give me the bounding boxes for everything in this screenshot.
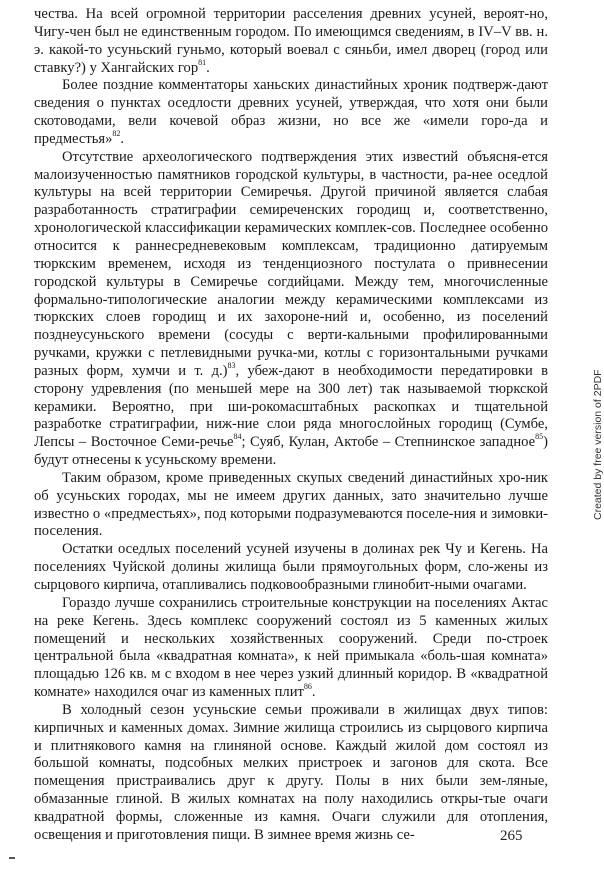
- text-run: Гораздо лучше сохранились строительные конструкции на поселениях Актас на реке Кегень. Здесь комплекс сооружений состоял из 5 каменных жилых помещений и нескольких хозяйственных сооружений. Среди по-строек центральной была «квадратная комната», к ней примыкала «боль-шая комната» площадью 126 кв. м с входом в нее через узкий длинный коридор. В «квадратной комнате» находился очаг из каменных плит: [34, 594, 548, 701]
- text-run: Более поздние комментаторы ханьских династийных хроник подтверж-дают сведения о пунктах оседлости древних усуней, утверждая, что хотя они были скотоводами, вели кочевой образ жизни, но все же «имели горо-да и предместья»: [34, 77, 548, 147]
- paragraph: [34, 595, 548, 702]
- text-run: , убеж-дают в необходимости передатировки в сторону удревления (по меньшей мере на 300 лет) так называемой тюркской керамики. Вероятно, при ши-рокомасштабных раскопках и тщательной разработке стратиграфии, ниж-ние слои ряда многослойных городищ (Сумбе, Лепсы – Восточное Семи-речье: [34, 362, 548, 451]
- footnote-ref: 85: [535, 432, 544, 442]
- text-run: .: [120, 130, 125, 147]
- page-number: 265: [500, 828, 523, 844]
- scan-mark: [9, 857, 15, 859]
- paragraph: [34, 541, 548, 595]
- paragraph: [34, 149, 548, 470]
- paragraph: [34, 6, 548, 77]
- text-run: .: [311, 684, 316, 701]
- text-run: ; Суяб, Кулан, Актобе – Степнинское западное: [241, 434, 536, 451]
- footnote-ref: 86: [303, 682, 312, 692]
- text-run: Отсутствие археологического подтверждения этих известий объясня-ется малоизученностью памятников городской культуры, в частности, ра-нее оседлой культуры на всей территории Семиречья. Другой причиной является слабая разработанность стратиграфии семиреченских городищ и, соответственно, хронологической классификации керамических комплек-сов. Последнее особенно относится к раннесредневековым комплексам, традиционно датируемым тюркским временем, исходя из тенденциозного постулата о привнесении городской культуры в Семиречье согдийцами. Между тем, многочисленные формально-типологические аналогии между керамическими комплексами из тюркских слоев городищ и их захороне-ний и, особенно, из поселений позднеусуньского времени (сосуды с верти-кальными профилированными ручками, кружки с петлевидными ручка-ми, котлы с горизонтальными ручками разных форм, хумчи и т. д.): [34, 148, 548, 379]
- footnote-ref: 83: [227, 361, 236, 371]
- text-run: В холодный сезон усуньские семьи проживали в жилищах двух типов: кирпичных и каменных домах. Зимние жилища строились из сырцового кирпича и плитнякового камня на глиняной основе. Каждый жилой дом состоял из большой комнаты, подсобных мелких пристроек и загонов для скота. Все помещения пристраивались друг к другу. Полы в них были зем-ляные, обмазанные глиной. В жилых комнатах на полу находились откры-тые очаги квадратной формы, сложенные из камня. Очаги служили для отопления, освещения и приготовления пищи. В зимнее время жизнь се-: [34, 701, 548, 843]
- text-run: ) будут отнесены к усуньскому времени.: [34, 434, 548, 469]
- footnote-ref: 84: [233, 432, 242, 442]
- page-text: [34, 6, 548, 845]
- text-run: Таким образом, кроме приведенных скупых сведений династийных хро-ник об усуньских городах, мы не имеем других данных, зато значительно лучше известно о «предместьях», под которыми подразумеваются поселе-ния и зимовки-поселения.: [34, 469, 548, 540]
- paragraph: [34, 470, 548, 541]
- paragraph: [34, 77, 548, 148]
- text-run: чества. На всей огромной территории расселения древних усуней, вероят-но, Чигу-чен был не единственным городом. По имеющимся сведениям, в IV–V вв. н. э. какой-то усуньский гуньмо, который воевал с сяньби, имел дворец (город или ставку?) у Хангайских гор: [34, 6, 548, 76]
- footnote-ref: 81: [198, 57, 207, 67]
- text-run: .: [206, 59, 210, 76]
- text-run: Остатки оседлых поселений усуней изучены в долинах рек Чу и Кегень. На поселениях Чуйской долины жилища были прямоугольных форм, сло-жены из сырцового кирпича, отапливались подковообразными глинобит-ными очагами.: [34, 541, 548, 593]
- pdf-watermark: Created by free version of 2PDF: [592, 369, 604, 520]
- paragraph: [34, 702, 548, 845]
- footnote-ref: 82: [112, 129, 121, 139]
